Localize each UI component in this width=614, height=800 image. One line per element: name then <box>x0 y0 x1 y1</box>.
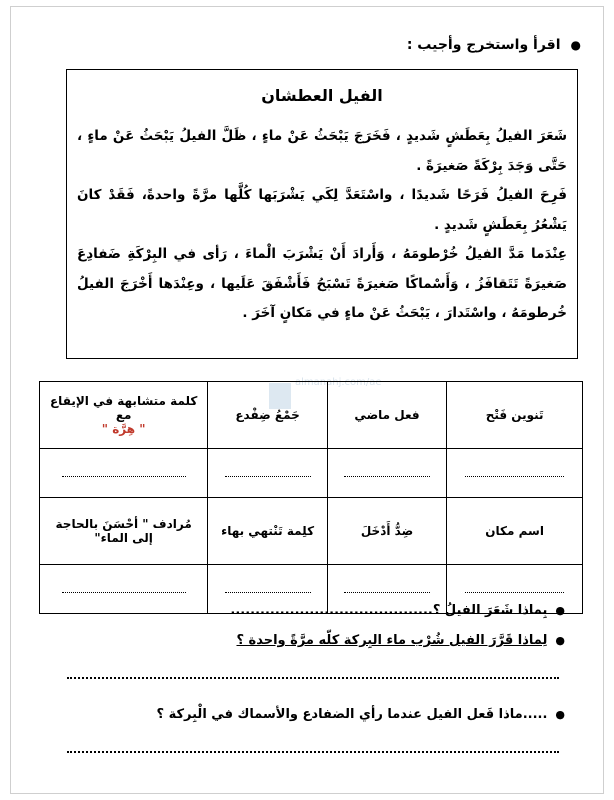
story-box <box>66 69 578 359</box>
answer-cell[interactable] <box>40 565 208 614</box>
question-text: .....ماذا فَعل الفيل عندما رأي الضفادع والأسماك في الْبِركة ؟ <box>156 707 548 722</box>
story-paragraph: عِنْدَما مَدَّ الفيلُ خُرْطومَهُ ، وَأَرادَ أَنْ يَشْرَبَ الْماءَ ، رَأى في البِرْكَةِ ضَفادِعَ صَغيرَةً تَتَقافَزُ ، وَأَسْماكًا صَغيرَةً تَسْبَحُ فَأَشْفَقَ عَلَيها ، وعِنْدَها أَخْرَجَ الفيلُ خُرطومَهُ ، واسْتَدارَ ، يَبْحَثُ عَنْ ماءٍ في مَكانٍ آخَرَ . <box>77 246 567 321</box>
instruction-heading <box>407 37 581 53</box>
bullet-icon: ● <box>555 604 565 617</box>
answer-cell[interactable] <box>208 449 327 498</box>
story-text <box>77 122 567 329</box>
table-cell-tanween: تَنوين فَتْح <box>447 382 583 449</box>
question-text: لِماذا قَرَّرَ الفيل شُرْب ماء البِركة كلّه مرَّةً واحدة ؟ <box>236 633 548 648</box>
table-row <box>40 382 583 449</box>
question-1 <box>230 603 565 618</box>
bullet-icon: ● <box>555 634 565 647</box>
table-cell-plural: جَمْعُ ضِفْدع <box>208 382 327 449</box>
table-row <box>40 498 583 565</box>
instruction-text: اقرأ واستخرج وأجيب : <box>406 37 561 53</box>
answer-cell[interactable] <box>327 449 446 498</box>
bullet-icon: ● <box>555 708 565 721</box>
bullet-icon: ● <box>570 38 581 52</box>
answer-line[interactable] <box>67 677 559 679</box>
table-cell-place-noun: اسم مكان <box>447 498 583 565</box>
table-cell-ends-with-ha: كلِمة تَنْتهي بهاء <box>208 498 327 565</box>
table-cell-synonym: مُرادف " أحْسَنَ بالحاجة إلى الماء" <box>40 498 208 565</box>
table-cell-antonym: ضِدُّ أَدْخَلَ <box>327 498 446 565</box>
exercise-table <box>39 381 583 614</box>
worksheet-page <box>10 6 604 794</box>
story-paragraph: فَرِحَ الفيلُ فَرَحًا شَديدًا ، واسْتَعَدَّ لِكَي يَشْرَبَها كُلَّها مرَّةً واحدةً، فَقَدْ كانَ يَشْعُرُ بِعَطَشٍ شَديدٍ . <box>77 187 567 233</box>
answer-cell[interactable] <box>447 449 583 498</box>
story-paragraph: شَعَرَ الفيلُ بِعَطَشٍ شَديدٍ ، فَخَرَجَ يَبْحَثُ عَنْ ماءٍ ، ظَلَّ الفيلُ يَبْحَثُ عَنْ ماءٍ ، حَتَّى وَجَدَ بِرْكَةً صَغيرَةً . <box>77 128 567 174</box>
watermark-text: almanahj.com/ae <box>295 377 382 388</box>
answer-cell[interactable] <box>40 449 208 498</box>
story-title: الفيل العطشان <box>261 86 383 105</box>
table-row <box>40 449 583 498</box>
table-cell-rhyme <box>40 382 208 449</box>
answer-line[interactable] <box>67 751 559 753</box>
question-text: بِماذا شَعَرَ الفيلُ ؟......................................... <box>230 603 548 618</box>
question-2 <box>236 633 565 648</box>
question-3 <box>157 707 565 722</box>
rhyme-label: كلمة متشابهة في الإيقاع مع <box>49 394 198 422</box>
table-cell-past-verb: فعل ماضي <box>327 382 446 449</box>
rhyme-word: " هِرَّة " <box>101 422 146 436</box>
